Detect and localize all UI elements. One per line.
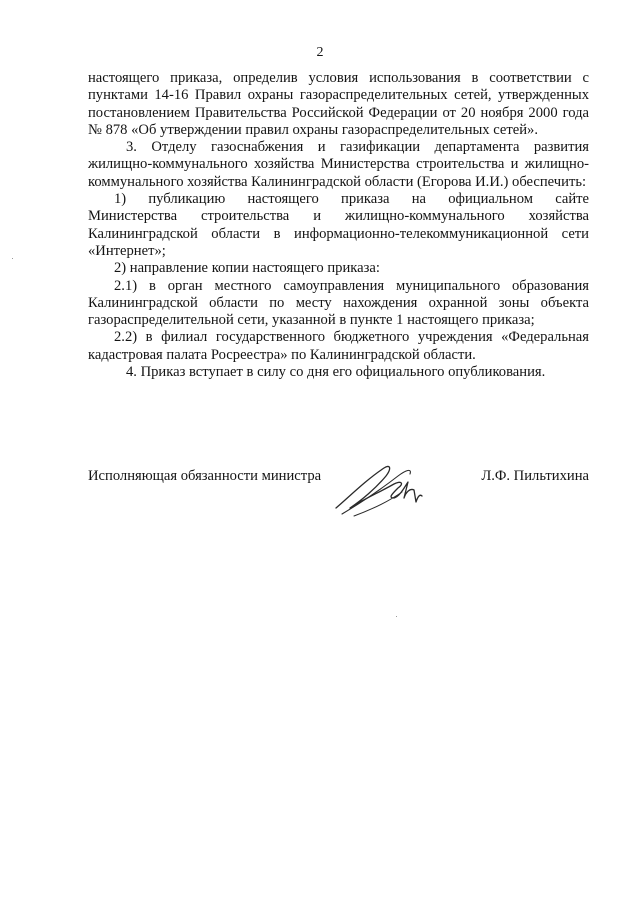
signature-block <box>88 458 589 528</box>
paragraph-item-4: 4. Приказ вступает в силу со дня его официального опубликования. <box>126 364 546 381</box>
paragraph-continuation: настоящего приказа, определив условия использования в соответствии с пунктами 14-16 Правил охраны газораспределительных сетей, утвержденных постановлением Правительства Российской Федерации от 20 ноября 2000 года № 878 «Об утверждении правил охраны газораспределительных сетей». <box>88 70 589 138</box>
paragraph-subitem-2-1: 2.1) в орган местного самоуправления муниципального образования Калининградской области по месту нахождения охранной зоны объекта газораспределительной сети, указанной в пункте 1 настоящего приказа; <box>88 277 589 329</box>
handwritten-signature <box>332 458 452 520</box>
scan-speck <box>12 258 13 259</box>
page-number: 2 <box>316 45 324 60</box>
document-body <box>88 70 589 381</box>
paragraph-subitem-1: 1) публикацию настоящего приказа на официальном сайте Министерства строительства и жилищно-коммунального хозяйства Калининградской области в информационно-телекоммуникационной сети «Интернет»; <box>88 191 589 259</box>
paragraph-subitem-2-2: 2.2) в филиал государственного бюджетного учреждения «Федеральная кадастровая палата Росреестра» по Калининградской области. <box>88 329 589 363</box>
scan-speck <box>396 616 397 617</box>
signatory-title: Исполняющая обязанности министра <box>88 468 322 484</box>
signatory-name: Л.Ф. Пильтихина <box>481 468 589 484</box>
paragraph-item-3: 3. Отделу газоснабжения и газификации департамента развития жилищно-коммунального хозяйства Министерства строительства и жилищно-коммунального хозяйства Калининградской области (Егорова И.И.) обеспечить: <box>88 139 589 190</box>
paragraph-subitem-2: 2) направление копии настоящего приказа: <box>114 260 380 277</box>
